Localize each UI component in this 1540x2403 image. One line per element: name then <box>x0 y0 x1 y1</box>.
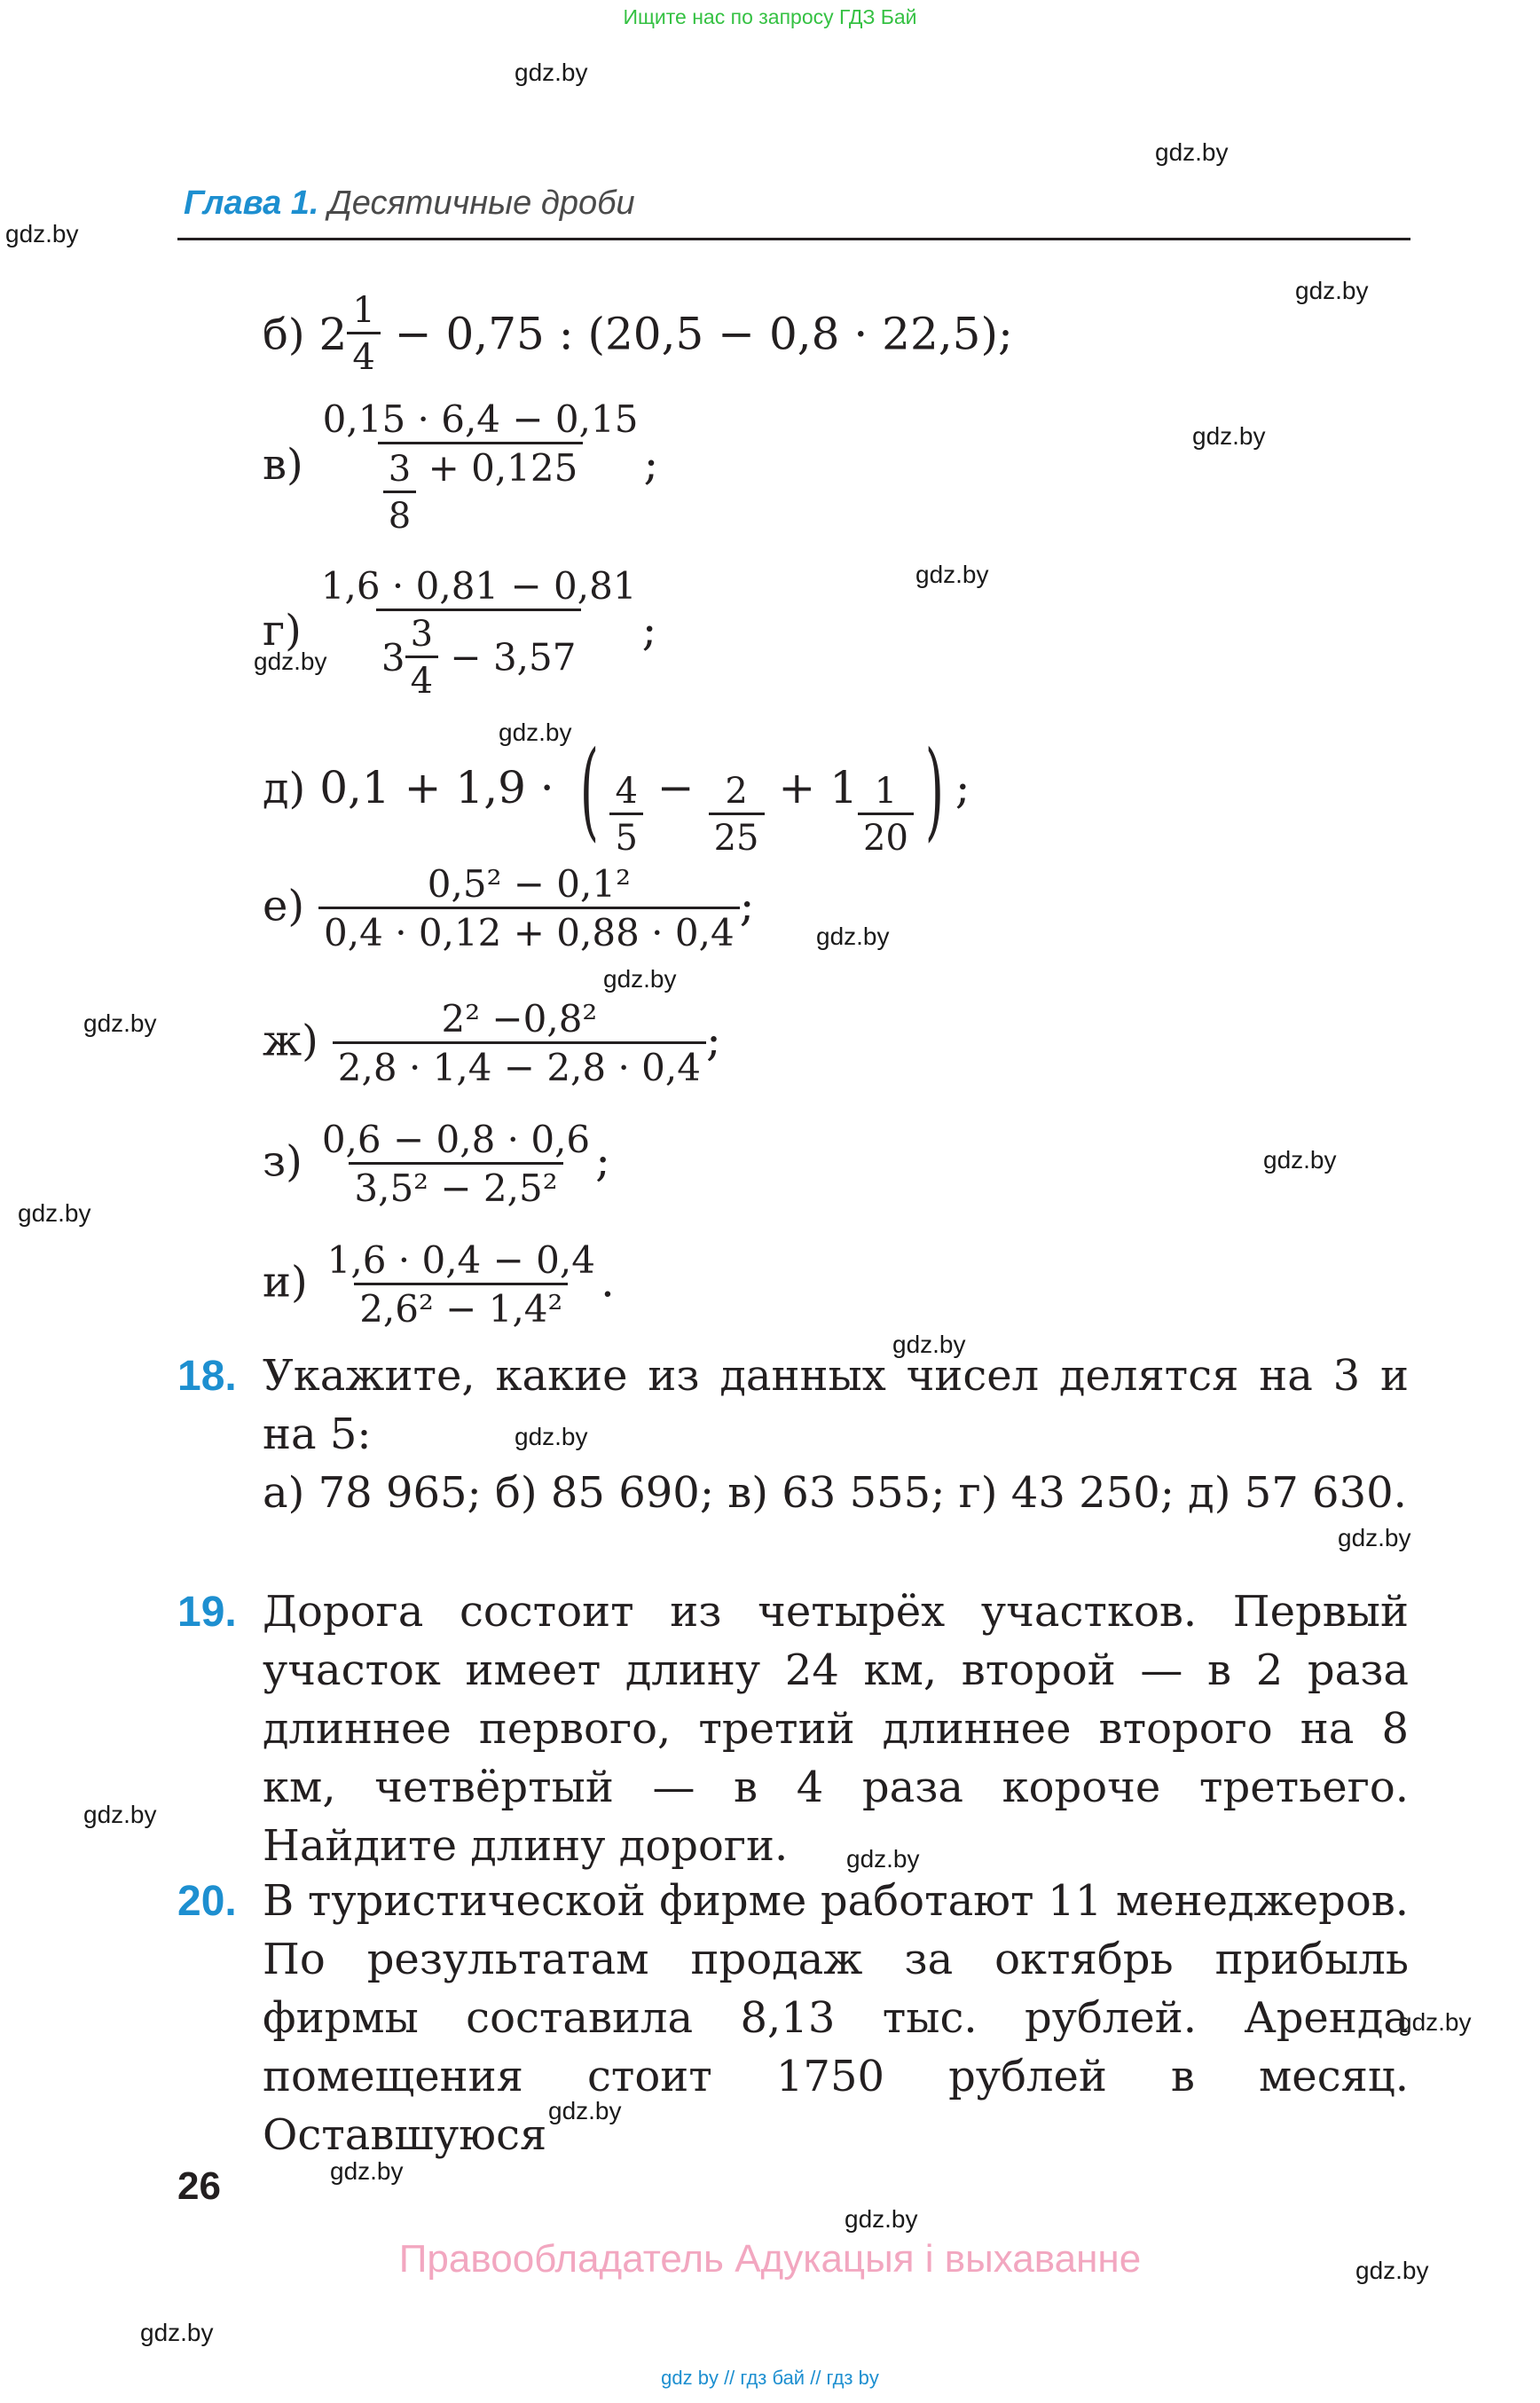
watermark: gdz.by <box>140 2319 214 2346</box>
expression-end: ; <box>705 1014 721 1066</box>
fraction-denominator: 5 <box>609 813 642 856</box>
task-number: 20. <box>177 1878 237 1925</box>
footer-links[interactable]: gdz by // гдз бай // гдз by <box>661 2367 879 2389</box>
watermark: gdz.by <box>846 1845 920 1873</box>
fraction-denominator: 25 <box>709 813 765 856</box>
fraction-numerator: 4 <box>615 771 638 812</box>
exercise-label: ж) <box>263 1016 318 1066</box>
task-number: 18. <box>177 1353 237 1400</box>
fraction-numerator: 1,6 · 0,4 − 0,4 <box>326 1238 595 1282</box>
fraction-denominator: 3,5² − 2,5² <box>349 1162 562 1207</box>
fraction-numerator: 1 <box>874 771 898 812</box>
exercise-label: и) <box>263 1257 308 1308</box>
fraction-numerator: 1,6 · 0,81 − 0,81 <box>320 564 637 608</box>
fraction-numerator: 1 <box>352 290 375 331</box>
watermark: gdz.by <box>845 2205 918 2233</box>
fraction-numerator: 2² −0,8² <box>441 997 598 1041</box>
page-number: 26 <box>177 2164 221 2208</box>
fraction-denominator: 0,4 · 0,12 + 0,88 · 0,4 <box>318 907 740 952</box>
watermark: gdz.by <box>1263 1146 1337 1174</box>
watermark: gdz.by <box>603 965 677 993</box>
task-19-text: Дорога состоит из четырёх участков. Первый участок имеет длину 24 км, второй — в 2 раза длиннее первого, третий длиннее второго на 8 км, четвёртый — в 4 раза короче третьего. Найдите длину дороги. <box>263 1587 1409 1871</box>
watermark: gdz.by <box>330 2157 404 2185</box>
exercise-e <box>263 862 755 954</box>
mixed-whole: 2 <box>318 308 348 360</box>
right-paren: ) <box>924 729 944 852</box>
watermark: gdz.by <box>515 59 588 86</box>
expression-end: ; <box>643 438 659 490</box>
fraction-denominator: 2,8 · 1,4 − 2,8 · 0,4 <box>333 1041 706 1087</box>
header-divider <box>177 238 1410 240</box>
fraction-denominator: − 3,57 <box>450 635 577 679</box>
chapter-label: Глава 1. <box>184 185 319 222</box>
exercise-v <box>263 397 659 537</box>
exercise-g <box>263 564 657 702</box>
fraction-numerator: 0,6 − 0,8 · 0,6 <box>321 1118 591 1161</box>
mixed-whole: 3 <box>381 635 405 679</box>
fraction-denominator: 2,6² − 1,4² <box>354 1283 568 1328</box>
watermark: gdz.by <box>1192 422 1266 450</box>
fraction-numerator: 3 <box>410 614 434 655</box>
watermark: gdz.by <box>254 648 327 675</box>
exercise-label: д) <box>263 764 306 813</box>
watermark: gdz.by <box>5 220 79 247</box>
operator: + 1 <box>778 762 859 813</box>
exercise-label: в) <box>263 440 303 490</box>
fraction-denominator: 4 <box>347 332 380 375</box>
fraction-denominator: 4 <box>405 656 438 699</box>
watermark: gdz.by <box>1355 2257 1429 2284</box>
left-paren: ( <box>579 729 599 852</box>
watermark: gdz.by <box>83 1801 157 1828</box>
operator: − <box>656 762 695 813</box>
fraction-numerator: 0,15 · 6,4 − 0,15 <box>322 397 639 441</box>
expression-end: . <box>600 1255 615 1308</box>
watermark: gdz.by <box>18 1199 91 1227</box>
expression-text: 0,1 + 1,9 · <box>319 762 554 813</box>
footer-copyright: Правообладатель Адукацыя і выхаванне <box>398 2237 1142 2281</box>
top-banner[interactable]: Ищите нас по запросу ГДЗ Бай <box>623 5 917 28</box>
exercise-label: б) <box>263 310 305 360</box>
watermark: gdz.by <box>83 1009 157 1037</box>
expression-text: − 0,75 : (20,5 − 0,8 · 22,5); <box>394 308 1013 360</box>
watermark: gdz.by <box>1338 1524 1411 1551</box>
chapter-title: Десятичные дроби <box>328 185 635 222</box>
exercise-label: е) <box>263 881 305 931</box>
exercise-z <box>263 1118 610 1210</box>
watermark: gdz.by <box>892 1331 966 1358</box>
expression-end: ; <box>955 762 970 813</box>
fraction-denominator: + 0,125 <box>428 446 578 490</box>
exercise-b <box>263 290 1013 378</box>
watermark: gdz.by <box>1295 277 1369 304</box>
watermark: gdz.by <box>548 2097 622 2124</box>
exercise-label: з) <box>263 1136 302 1187</box>
watermark: gdz.by <box>915 561 989 588</box>
watermark: gdz.by <box>816 923 890 950</box>
watermark: gdz.by <box>515 1423 588 1450</box>
watermark: gdz.by <box>499 719 572 746</box>
watermark: gdz.by <box>1398 2008 1472 2036</box>
exercise-label: г) <box>263 606 302 656</box>
task-18-options: а) 78 965; б) 85 690; в) 63 555; г) 43 250; д) 57 630. <box>263 1468 1407 1518</box>
fraction-denominator: 8 <box>383 491 416 534</box>
fraction-denominator: 20 <box>858 813 914 856</box>
fraction-numerator: 2 <box>725 771 748 812</box>
watermark: gdz.by <box>1155 138 1229 166</box>
fraction-numerator: 0,5² − 0,1² <box>427 862 631 906</box>
chapter-header <box>184 185 635 223</box>
task-18-text: Укажите, какие из данных чисел делятся на 3 и на 5: <box>263 1351 1409 1459</box>
expression-end: ; <box>595 1135 610 1187</box>
expression-end: ; <box>641 604 657 656</box>
expression-end: ; <box>739 879 755 931</box>
task-20-text: В туристической фирме работают 11 менеджеров. По результатам продаж за октябрь прибыль фирмы составила 8,13 тыс. рублей. Аренда помещения стоит 1750 рублей в месяц. Оставшуюся <box>263 1876 1409 2160</box>
exercise-zh <box>263 997 721 1089</box>
exercise-i <box>263 1238 615 1331</box>
fraction-numerator: 3 <box>388 449 412 490</box>
task-number: 19. <box>177 1589 237 1636</box>
